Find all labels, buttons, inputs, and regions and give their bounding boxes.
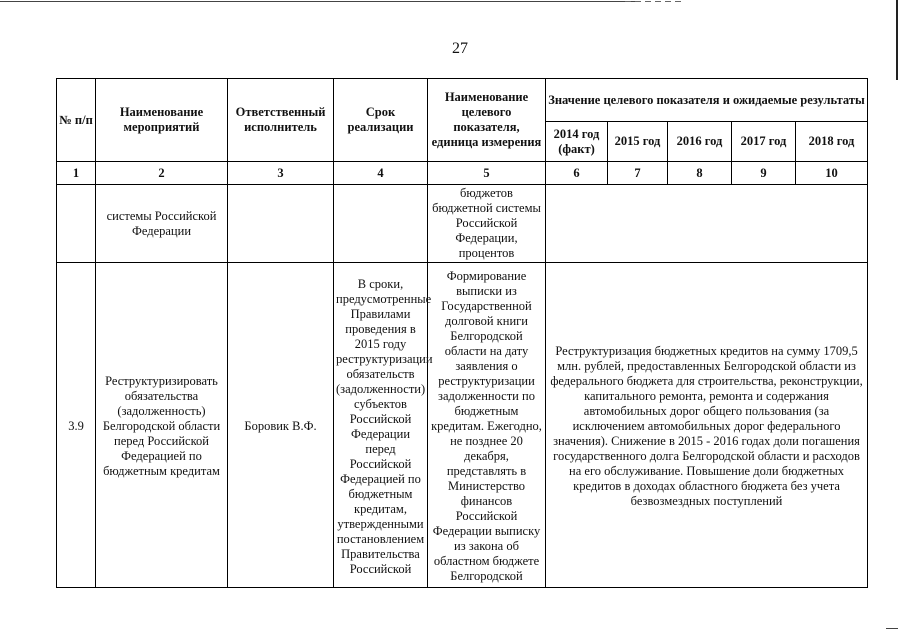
cell-number (57, 185, 96, 263)
cell-event: Реструктуризировать обязательства (задолженность) Белгородской области перед Российской Федерацией по бюджетным кредитам (96, 263, 228, 588)
cell-results: Реструктуризация бюджетных кредитов на сумму 1709,5 млн. рублей, предоставленных Белгородской области из федерального бюджета для строительства, реконструкции, капитального ремонта, ремонта и содержания автомобильных дорог общего пользования (за исключением автомобильных дорог федерального значения). Снижение в 2015 - 2016 годах доли погашения государственного долга Белгородской области и расходов на его обслуживание. Повышение доли бюджетных кредитов в доходах областного бюджета без учета безвозмездных поступлений (546, 263, 868, 588)
top-rule-dashes (625, 1, 685, 2)
cell-responsible: Боровик В.Ф. (228, 263, 334, 588)
bottom-right-tick (886, 628, 898, 629)
cell-event: системы Российской Федерации (96, 185, 228, 263)
column-number: 4 (334, 162, 428, 185)
column-number: 5 (428, 162, 546, 185)
column-number: 10 (796, 162, 868, 185)
column-number: 9 (732, 162, 796, 185)
column-number: 7 (608, 162, 668, 185)
column-number: 8 (668, 162, 732, 185)
top-scan-rule (0, 0, 905, 6)
header-year-2018: 2018 год (796, 122, 868, 162)
cell-results (546, 185, 868, 263)
column-number: 2 (96, 162, 228, 185)
header-target-values: Значение целевого показателя и ожидаемые результаты (546, 79, 868, 122)
cell-indicator: бюджетов бюджетной системы Российской Федерации, процентов (428, 185, 546, 263)
column-number: 6 (546, 162, 608, 185)
header-number: № п/п (57, 79, 96, 162)
cell-term: В сроки, предусмотренные Правилами проведения в 2015 году реструктуризации обязательств (задолженности) субъектов Российской Федерации перед Российской Федерацией по бюджетным кредитам, утвержденными постановлением Правительства Российской (334, 263, 428, 588)
header-year-2014: 2014 год (факт) (546, 122, 608, 162)
header-responsible: Ответственный исполнитель (228, 79, 334, 162)
header-indicator: Наименование целевого показателя, единица измерения (428, 79, 546, 162)
table-row (57, 263, 868, 588)
right-edge-mark (896, 0, 898, 80)
header-year-2015: 2015 год (608, 122, 668, 162)
activity-plan-table (56, 78, 868, 588)
cell-term (334, 185, 428, 263)
header-year-2017: 2017 год (732, 122, 796, 162)
column-number: 3 (228, 162, 334, 185)
column-number: 1 (57, 162, 96, 185)
cell-indicator: Формирование выписки из Государственной долговой книги Белгородской области на дату заявления о реструктуризации задолженности по бюджетным кредитам. Ежегодно, не позднее 20 декабря, представлять в Министерство финансов Российской Федерации выписку из закона об областном бюджете Белгородской (428, 263, 546, 588)
column-number-row (57, 162, 868, 185)
header-year-2016: 2016 год (668, 122, 732, 162)
cell-number: 3.9 (57, 263, 96, 588)
top-rule-line (0, 1, 640, 2)
cell-responsible (228, 185, 334, 263)
table-row (57, 185, 868, 263)
page-number: 27 (452, 40, 468, 57)
header-term: Срок реализации (334, 79, 428, 162)
header-events: Наименование мероприятий (96, 79, 228, 162)
